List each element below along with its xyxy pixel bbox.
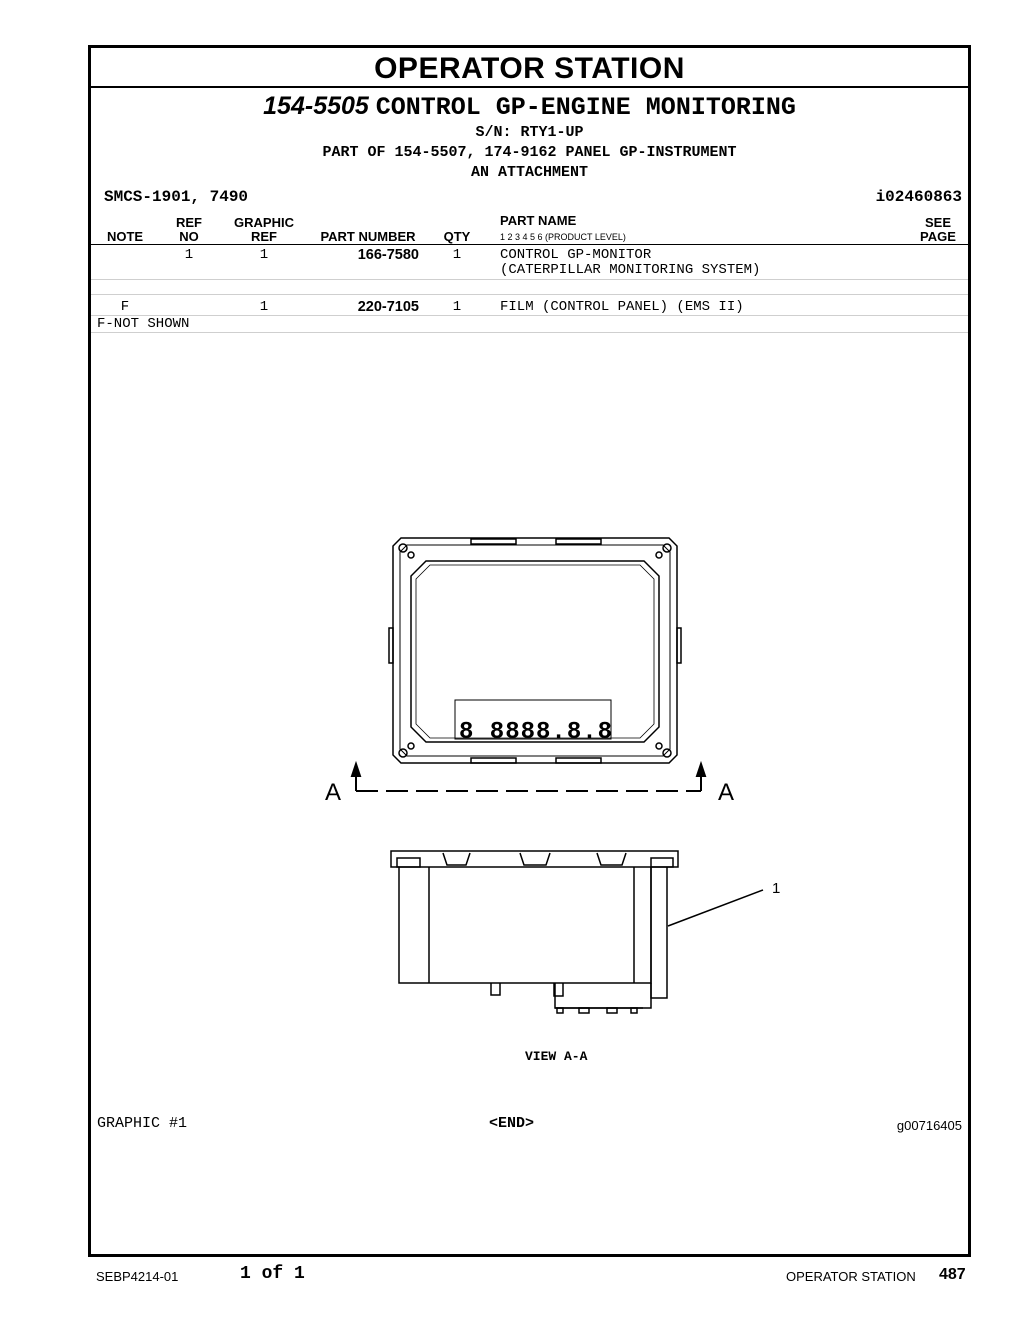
- row2-graphic-ref: 1: [259, 299, 269, 315]
- row2-qty: 1: [452, 299, 462, 315]
- part-of-line: PART OF 154-5507, 174-9162 PANEL GP-INSTRUMENT: [322, 144, 737, 161]
- serial-range: S/N: RTY1-UP: [475, 124, 584, 141]
- title-part-number: 154-5505: [263, 92, 369, 120]
- monitor-side-view: [391, 851, 678, 1013]
- section-line: [352, 764, 705, 791]
- doc-number: SEBP4214-01: [96, 1269, 179, 1284]
- col-graphic-header-bottom: REF: [251, 229, 277, 244]
- col-note-header: NOTE: [106, 229, 144, 244]
- col-see-header-bottom: PAGE: [920, 229, 956, 244]
- page-of: 1 of 1: [240, 1264, 305, 1284]
- callout-leader-line: [668, 890, 763, 926]
- illustration-id: i02460863: [875, 188, 962, 206]
- graphic-id: g00716405: [896, 1118, 962, 1133]
- col-see-header-top: SEE: [924, 215, 951, 230]
- parts-illustration: [91, 48, 968, 1148]
- lcd-digits: 8 8888.8.8: [459, 719, 614, 746]
- col-part-name-header: PART NAME: [500, 213, 577, 228]
- smcs-codes: SMCS-1901, 7490: [104, 188, 249, 206]
- col-ref-header-bottom: NO: [179, 229, 199, 244]
- footnote: F-NOT SHOWN: [97, 316, 190, 332]
- col-graphic-header-top: GRAPHIC: [234, 215, 294, 230]
- col-ref-header-top: REF: [176, 215, 202, 230]
- row2-part-name: FILM (CONTROL PANEL) (EMS II): [500, 299, 744, 315]
- row1-graphic-ref: 1: [259, 247, 269, 263]
- row1-qty: 1: [452, 247, 462, 263]
- row1-part-name: CONTROL GP-MONITOR: [500, 247, 652, 263]
- page-frame: [88, 45, 971, 1257]
- row1-ref-no: 1: [184, 247, 194, 263]
- footer-section: OPERATOR STATION: [786, 1269, 916, 1284]
- section-label-right: A: [718, 779, 735, 806]
- col-qty-header: QTY: [443, 229, 471, 244]
- row1-part-name-line2: (CATERPILLAR MONITORING SYSTEM): [500, 262, 761, 278]
- page-number: 487: [939, 1266, 966, 1283]
- row1-part-number: 166-7580: [357, 247, 419, 263]
- title-part-name: CONTROL GP-ENGINE MONITORING: [375, 93, 796, 122]
- graphic-label: GRAPHIC #1: [97, 1115, 188, 1132]
- end-marker: <END>: [489, 1115, 535, 1132]
- view-label: VIEW A-A: [525, 1049, 588, 1064]
- callout-label: 1: [772, 880, 781, 897]
- row2-part-number: 220-7105: [357, 299, 419, 315]
- product-level-scale: 1 2 3 4 5 6 (PRODUCT LEVEL): [500, 232, 626, 242]
- section-title: OPERATOR STATION: [91, 48, 968, 88]
- row2-note: F: [120, 299, 130, 315]
- attachment-line: AN ATTACHMENT: [470, 164, 589, 181]
- section-label-left: A: [325, 779, 342, 806]
- col-part-number-header: PART NUMBER: [320, 229, 416, 244]
